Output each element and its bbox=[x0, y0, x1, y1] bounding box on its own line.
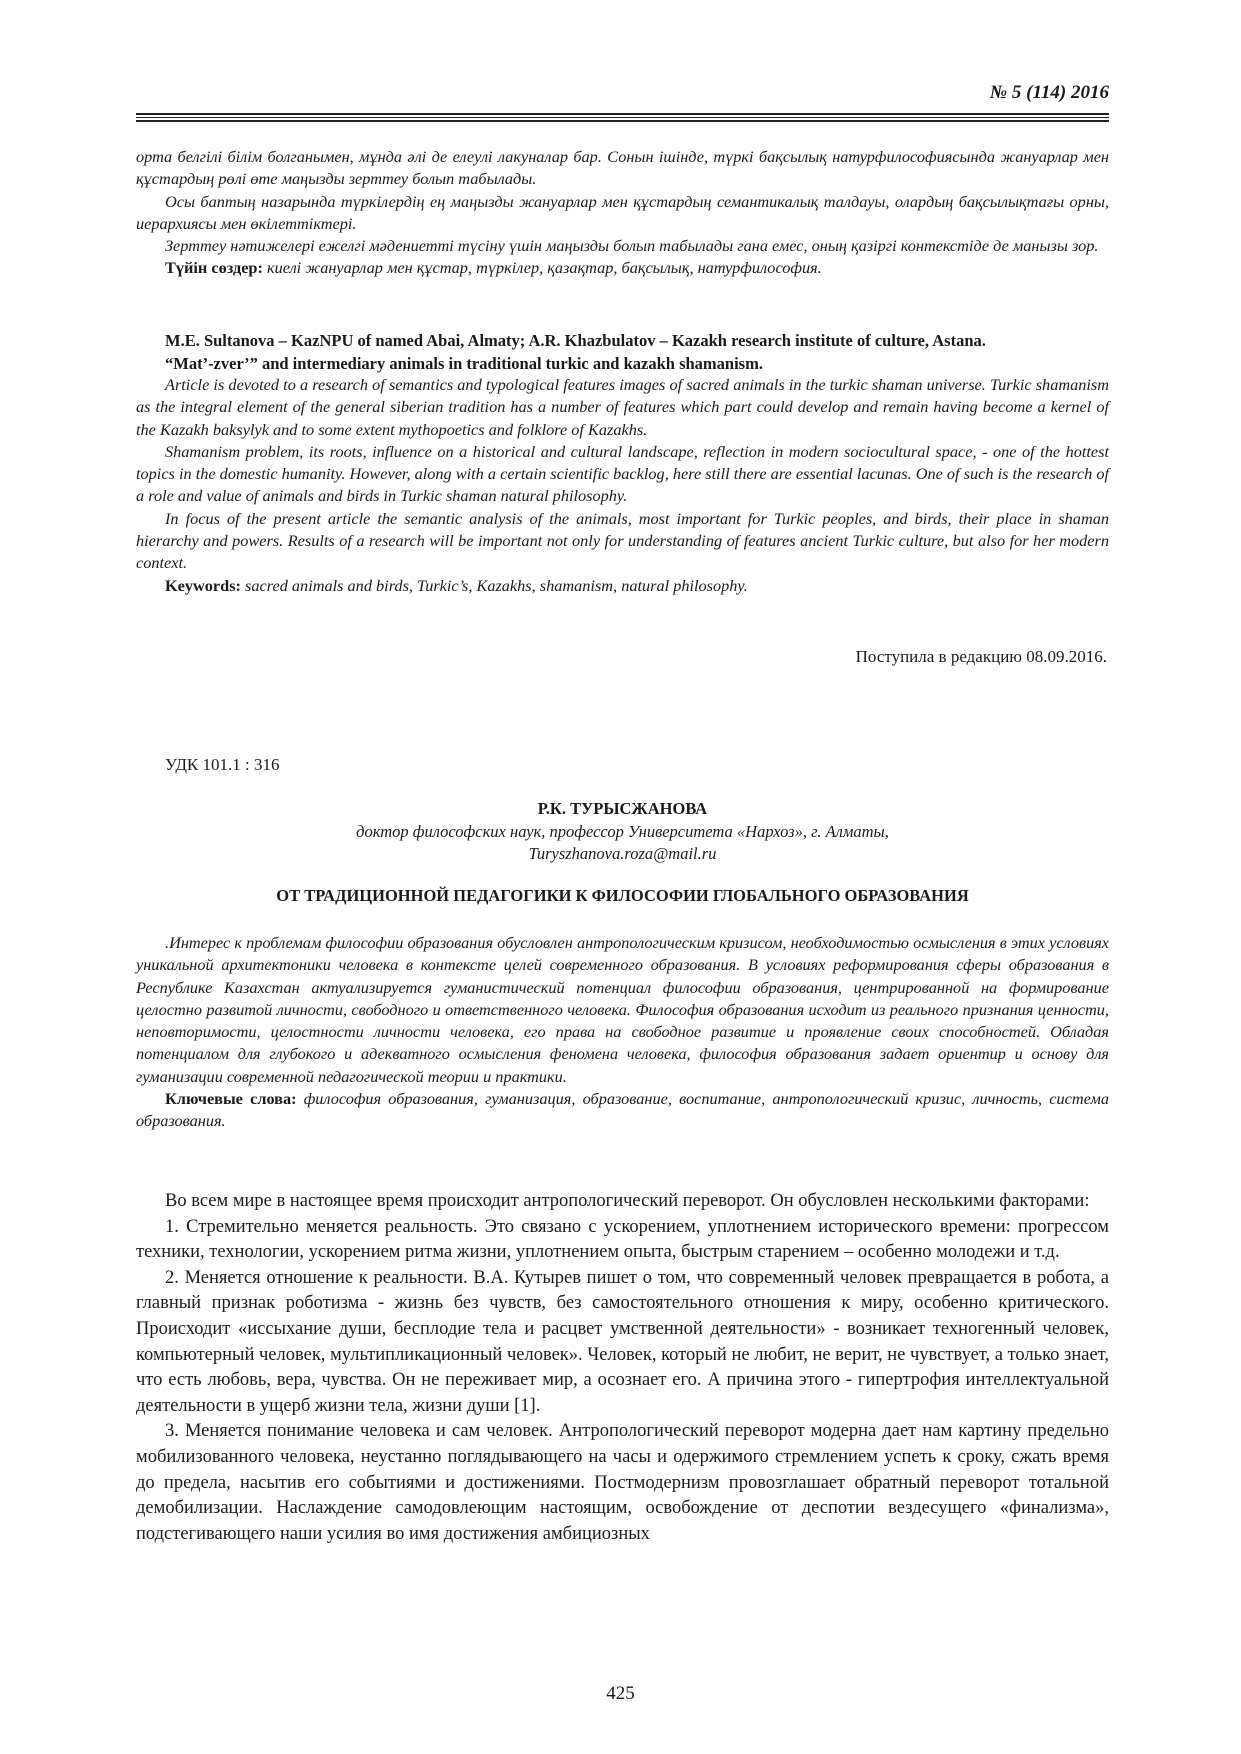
english-abstract-heading bbox=[136, 330, 1109, 375]
kazakh-abstract-p3: Зерттеу нәтижелері ежелгі мәдениетті түсіну үшін маңызды болып табылады гана емес, оның қазіргі контекстіде де манызы зор. bbox=[165, 236, 1099, 256]
udk-code: УДК 101.1 : 316 bbox=[165, 755, 280, 774]
article-keywords-label: Ключевые слова: bbox=[165, 1089, 297, 1109]
body-paragraph: 3. Меняется понимание человека и сам человек. Антропологический переворот модерна дает нам картину предельно мобилизованного человека, неустанно поглядывающего на часы и одержимого стремлением успеть к сроку, сжать время до предела, насытив его событиями и достижениями. Постмодернизм провозглашает обратный переворот тотальной демобилизации. Наслаждение самодовлеющим настоящим, освобождение от деспотии вездесущего «финализма», подстегивающего наши усилия во имя достижения амбициозных bbox=[136, 1421, 1109, 1544]
issue-number: № 5 (114) 2016 bbox=[989, 82, 1109, 103]
english-abstract bbox=[136, 374, 1109, 597]
received-date: Поступила в редакцию 08.09.2016. bbox=[855, 647, 1107, 666]
article-abstract bbox=[136, 932, 1109, 1133]
english-keywords bbox=[136, 575, 1109, 597]
article-keywords bbox=[136, 1088, 1109, 1133]
body-paragraph: 1. Стремительно меняется реальность. Это связано с ускорением, уплотнением исторического времени: прогрессом техники, технологии, ускорением ритма жизни, уплотнением опыта, быстрым старением – особенно молодежи и т.д. bbox=[136, 1216, 1109, 1263]
article-abstract-text: .Интерес к проблемам философии образования обусловлен антропологическим кризисом, необходимостью осмысления в этих условиях уникальной архитектоники человека в контексте целей современного образования. В условиях реформирования сферы образования в Республике Казахстан актуализируется гуманистический потенциал философии образования, центрированной на формирование целостно развитой личности, свободного и ответственного человека. Философия образования исходит из реального признания ценности, неповторимости, целостности личности человека, его права на свободное развитие и проявление своих способностей. Обладая потенциалом для глубокого и адекватного осмысления феномена человека, философия образования задает ориентир и основу для гуманизации современной педагогической теории и практики. bbox=[136, 933, 1109, 1086]
english-title: “Mat’-zver’” and intermediary animals in traditional turkic and kazakh shamanism. bbox=[165, 353, 763, 373]
author-email: Turyszhanova.roza@mail.ru bbox=[528, 844, 717, 863]
article-author: Р.К. ТУРЫСЖАНОВА bbox=[537, 799, 708, 818]
header-rule bbox=[136, 113, 1109, 123]
english-keywords-label: Keywords: bbox=[165, 575, 241, 595]
english-keywords-values: sacred animals and birds, Turkic’s, Kazakhs, shamanism, natural philosophy. bbox=[240, 575, 748, 595]
author-affiliation bbox=[136, 821, 1109, 865]
article-title: ОТ ТРАДИЦИОННОЙ ПЕДАГОГИКИ К ФИЛОСОФИИ ГЛОБАЛЬНОГО ОБРАЗОВАНИЯ bbox=[276, 886, 969, 905]
english-authors: M.E. Sultanova – KazNPU of named Abai, Almaty; A.R. Khazbulatov – Kazakh research institute of culture, Astana. bbox=[165, 331, 986, 350]
article-keywords-values: философия образования, гуманизация, образование, воспитание, антропологический кризис, личность, система образования. bbox=[136, 1089, 1110, 1131]
body-paragraph: 2. Меняется отношение к реальности. В.А. Кутырев пишет о том, что современный человек превращается в робота, а главный признак роботизма - жизнь без чувств, без самостоятельного отношения к миру, особенно критического. Происходит «иссыхание души, бесплодие тела и расцвет умственной деятельности» - возникает техногенный человек, компьютерный человек, мультипликационный человек». Человек, который не любит, не верит, не чувствует, а только знает, что есть любовь, вера, чувства. Он не переживает мир, а осознает его. А причина этого - гипертрофия интеллектуальной деятельности в ущерб жизни тела, жизни души [1]. bbox=[136, 1267, 1109, 1416]
kazakh-abstract-p2: Осы баптың назарында түркілердің ең маңызды жануарлар мен құстардың семантикалық талдауы, олардың бақсылықтағы орны, иерархиясы мен өкілеттіктері. bbox=[136, 191, 1109, 233]
kazakh-keywords-values: киелі жануарлар мен құстар, түркілер, қазақтар, бақсылық, натурфилософия. bbox=[262, 258, 822, 278]
kazakh-keywords bbox=[136, 257, 1109, 279]
english-abstract-p1: Article is devoted to a research of semantics and typological features images of sacred animals in the turkic shaman universe. Turkic shamanism as the integral element of the general siberian tradition has a number of features which part could develop and remain having become a kernel of the Kazakh baksylyk and to some extent mythopoetics and folklore of Kazakhs. bbox=[136, 375, 1109, 439]
kazakh-abstract-p1: орта белгілі білім болганымен, мұнда әлі де елеулі лакуналар бар. Сонын ішінде, түркі бақсылық натурфилософиясында жануарлар мен құстардың рөлі өте маңызды зерттеу болып табылады. bbox=[136, 147, 1109, 189]
kazakh-keywords-label: Түйін сөздер: bbox=[165, 258, 263, 278]
english-abstract-p3: In focus of the present article the semantic analysis of the animals, most important for Turkic peoples, and birds, their place in shaman hierarchy and powers. Results of a research will be important not only for understanding of features ancient Turkic culture, but also for her modern context. bbox=[136, 508, 1109, 573]
english-abstract-p2: Shamanism problem, its roots, influence on a historical and cultural landscape, reflection in modern sociocultural space, - one of the hottest topics in the domestic humanity. However, along with a certain scientific backlog, here still there are essential lacunas. One of such is the research of a role and value of animals and birds in Turkic shaman natural philosophy. bbox=[136, 441, 1109, 506]
affiliation-text: доктор философских наук, профессор Университета «Нархоз», г. Алматы, bbox=[356, 822, 889, 841]
body-paragraph: Во всем мире в настоящее время происходит антропологический переворот. Он обусловлен несколькими факторами: bbox=[165, 1191, 1090, 1211]
kazakh-abstract bbox=[136, 146, 1109, 280]
article-body bbox=[136, 1189, 1109, 1547]
page-number: 425 bbox=[606, 1683, 635, 1704]
